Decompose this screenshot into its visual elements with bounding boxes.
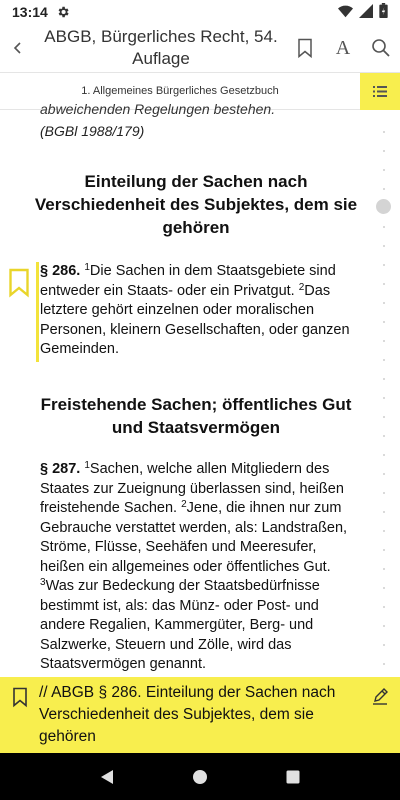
bookmark-icon bbox=[297, 38, 313, 58]
section-label[interactable]: 1. Allgemeines Bürgerliches Gesetzbuch bbox=[81, 85, 279, 97]
scroll-dot bbox=[383, 321, 385, 323]
scroll-dot bbox=[383, 188, 385, 190]
font-size-icon: A bbox=[335, 36, 351, 59]
app-bar bbox=[0, 24, 400, 72]
battery-icon bbox=[379, 3, 388, 21]
scroll-dot bbox=[383, 549, 385, 551]
sentence-text: Sachen, welche allen Mitgliedern des Staates zur Zueignung überlassen sind, heißen freistehende Sachen. bbox=[40, 461, 344, 516]
section-number: § 286. bbox=[40, 263, 81, 279]
bookmark-icon[interactable] bbox=[12, 687, 28, 707]
scroll-dot bbox=[383, 131, 385, 133]
status-time: 13:14 bbox=[12, 4, 48, 20]
app-actions bbox=[286, 24, 400, 72]
scroll-dot bbox=[383, 283, 385, 285]
scroll-dot bbox=[383, 663, 385, 665]
scroll-dot bbox=[383, 378, 385, 380]
scroll-dot bbox=[383, 606, 385, 608]
scroll-dot bbox=[383, 625, 385, 627]
scroll-dot bbox=[383, 530, 385, 532]
note-bar[interactable] bbox=[0, 677, 400, 753]
status-bar bbox=[0, 0, 400, 24]
status-icons bbox=[338, 3, 388, 21]
app-title: ABGB, Bürgerliches Recht, 54. Auflage bbox=[44, 27, 278, 68]
sentence-text: Das letztere gehört einzelnen oder moralischen Personen, kleinern Gesellschaften, oder ganzen Gemeinden. bbox=[40, 282, 350, 357]
previous-text-fragment: abweichenden Regelungen bestehen. bbox=[40, 101, 276, 117]
sentence-number: 2 bbox=[181, 499, 187, 510]
home-circle-icon[interactable] bbox=[185, 762, 215, 792]
heading-section-287: Freistehende Sachen; öffentliches Gut und Staatsvermögen bbox=[40, 395, 352, 437]
toc-button[interactable] bbox=[360, 73, 400, 110]
scroll-dot bbox=[383, 492, 385, 494]
back-icon bbox=[12, 41, 24, 55]
search-icon bbox=[371, 38, 391, 58]
note-text: // ABGB § 286. Einteilung der Sachen nach Verschiedenheit des Subjektes, dem sie gehören bbox=[39, 684, 336, 745]
list-icon bbox=[373, 86, 387, 97]
scroll-dot bbox=[383, 150, 385, 152]
gear-icon bbox=[56, 5, 70, 19]
edit-icon[interactable] bbox=[370, 687, 390, 707]
scroll-dot bbox=[383, 397, 385, 399]
sentence-number: 3 bbox=[40, 577, 46, 588]
scroll-dot bbox=[383, 302, 385, 304]
bgbl-reference: (BGBl 1988/179) bbox=[40, 123, 145, 139]
sentence-number: 1 bbox=[84, 262, 90, 273]
heading-section-286: Einteilung der Sachen nach Verschiedenheit des Subjektes, dem sie gehören bbox=[34, 172, 358, 237]
sentence-text: Was zur Bedeckung der Staatsbedürfnisse bestimmt ist, als: das Münz- oder Post- und andere Regalien, Kammergüter, Berg- und Salzwerke, Steuern und Zölle, wird das Staatsvermögen genannt. bbox=[40, 578, 320, 672]
back-triangle-icon[interactable] bbox=[92, 762, 122, 792]
font-size-button[interactable] bbox=[324, 24, 362, 72]
scroll-dot bbox=[383, 473, 385, 475]
back-button[interactable] bbox=[0, 24, 36, 72]
paragraph-286[interactable] bbox=[40, 262, 362, 360]
scroll-dot bbox=[383, 416, 385, 418]
scroll-dot bbox=[383, 245, 385, 247]
scroll-dot bbox=[383, 511, 385, 513]
signal-icon bbox=[359, 4, 373, 21]
bookmark-button[interactable] bbox=[286, 24, 324, 72]
section-number: § 287. bbox=[40, 461, 81, 477]
scroll-dot bbox=[383, 454, 385, 456]
scroll-dot bbox=[383, 568, 385, 570]
scroll-dot bbox=[383, 264, 385, 266]
scroll-dot bbox=[383, 340, 385, 342]
scroll-dot bbox=[383, 169, 385, 171]
scroll-dot bbox=[383, 359, 385, 361]
scroll-track[interactable] bbox=[381, 111, 387, 677]
scroll-dot bbox=[383, 644, 385, 646]
recents-square-icon[interactable] bbox=[278, 762, 308, 792]
bookmark-icon[interactable] bbox=[8, 268, 30, 298]
sentence-number: 1 bbox=[84, 460, 90, 471]
sentence-text: Jene, die ihnen nur zum Gebrauche verstattet werden, als: Landstraßen, Ströme, Flüsse, Seehäfen und Meeresufer, heißen ein allgemeines oder öffentliches Gut. bbox=[40, 500, 348, 575]
scroll-dot bbox=[383, 226, 385, 228]
sentence-text: Die Sachen in dem Staatsgebiete sind entweder ein Staats- oder ein Privatgut. bbox=[40, 263, 336, 299]
wifi-icon bbox=[338, 4, 353, 21]
highlight-bar bbox=[36, 262, 39, 362]
system-nav-bar bbox=[0, 753, 400, 800]
scroll-dot bbox=[383, 435, 385, 437]
law-text-content[interactable] bbox=[0, 101, 400, 677]
paragraph-287[interactable] bbox=[40, 460, 362, 675]
scroll-thumb[interactable] bbox=[376, 199, 391, 214]
search-button[interactable] bbox=[362, 24, 400, 72]
sentence-number: 2 bbox=[298, 281, 305, 293]
scroll-dot bbox=[383, 587, 385, 589]
